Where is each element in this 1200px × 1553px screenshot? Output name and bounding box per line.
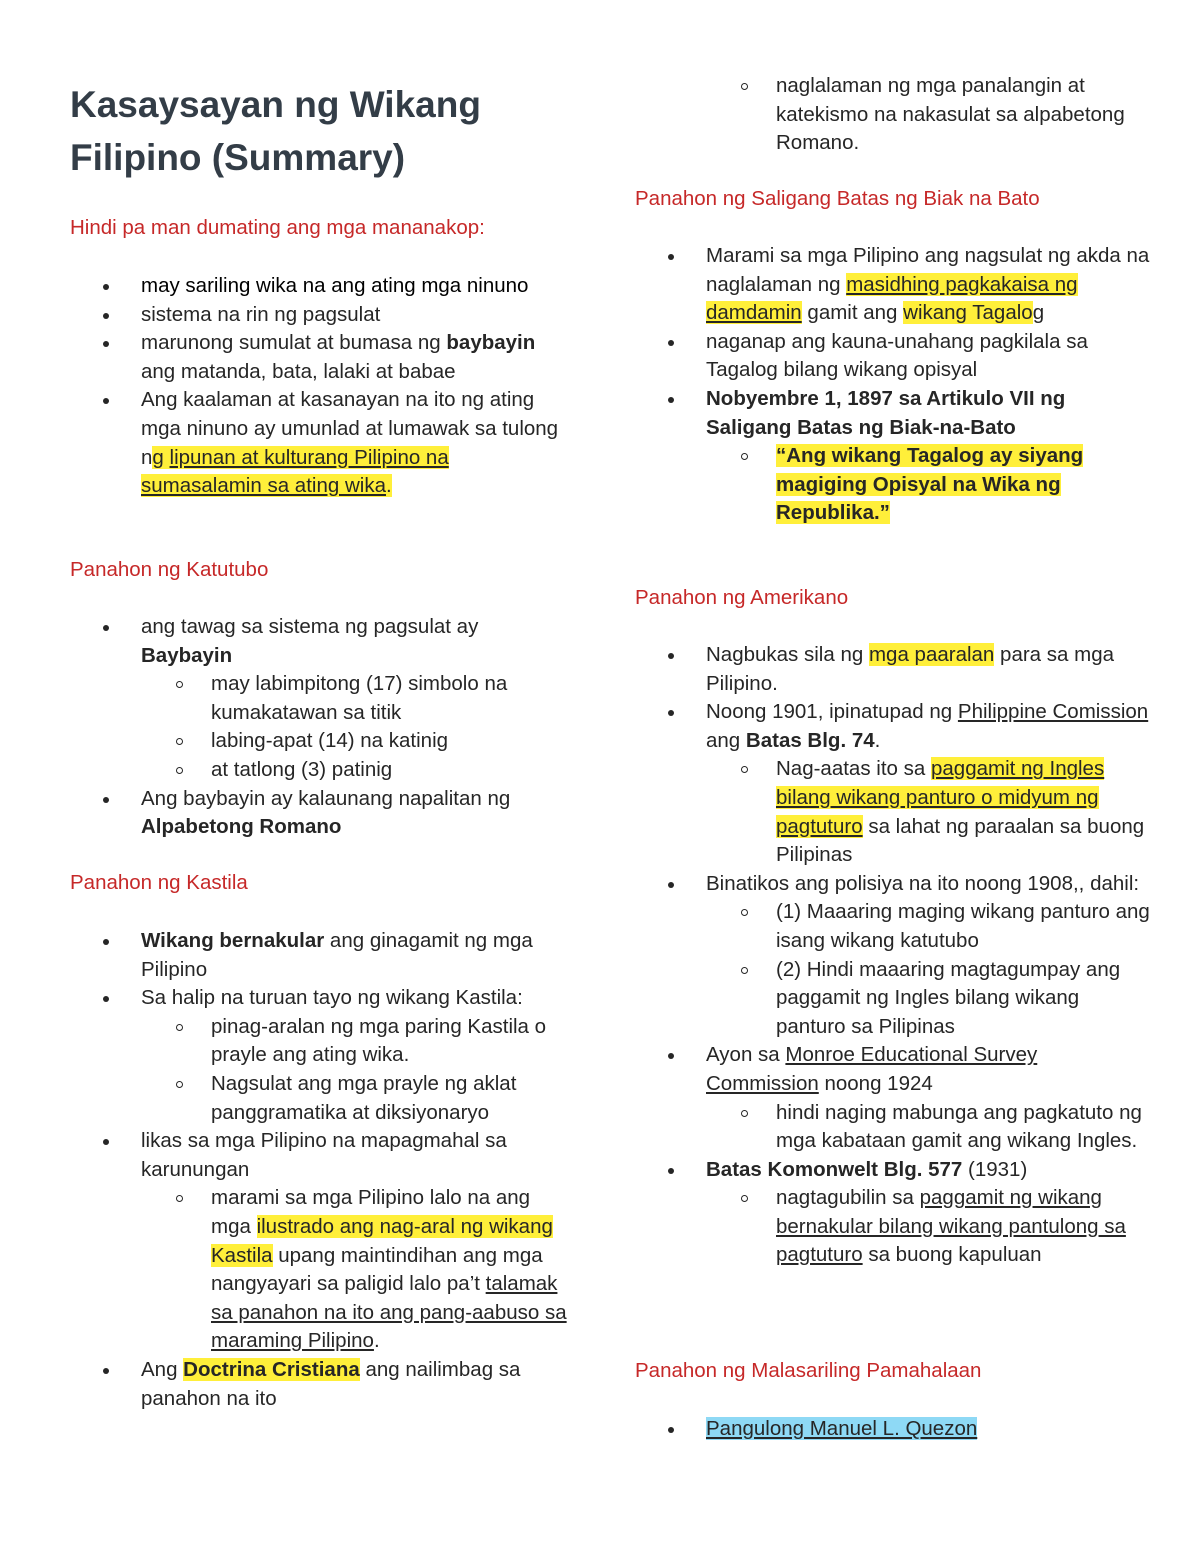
text-run: . xyxy=(373,1329,380,1353)
text-run: . xyxy=(385,474,392,498)
text-run: marami sa mga Pilipino lalo na ang mga xyxy=(211,1186,531,1238)
bullet-circle-icon xyxy=(741,1110,748,1117)
list-item-text xyxy=(706,242,1150,328)
katutubo-list xyxy=(70,613,570,842)
bullet-circle-icon xyxy=(741,453,748,460)
text-run: ang ginagamit ng mga Pilipino xyxy=(141,929,533,981)
biak-na-bato-list xyxy=(635,242,1150,528)
section-heading-pre-colonial: Hindi pa man dumating ang mga mananakop: xyxy=(70,216,485,239)
list-item-text xyxy=(706,385,1150,442)
text-run: labing-apat (14) na katinig xyxy=(211,729,449,753)
section-heading-katutubo: Panahon ng Katutubo xyxy=(70,558,269,581)
list-item-text xyxy=(141,927,570,984)
text-run: (1) Maaaring maging wikang panturo ang isang wikang katutubo xyxy=(776,900,1150,952)
text-run: talamak sa panahon na ito ang pang-aabuso sa maraming Pilipino xyxy=(211,1272,567,1353)
bullet-disc-icon xyxy=(668,1427,674,1433)
list-item xyxy=(635,1156,1150,1185)
list-item xyxy=(70,301,570,330)
list-item-text xyxy=(141,272,570,301)
sub-list-item xyxy=(70,756,570,785)
bullet-circle-icon xyxy=(741,967,748,974)
text-run: Sa halip na turuan tayo ng wikang Kastila: xyxy=(141,986,523,1010)
text-run: masidhing pagkakaisa ng damdamin xyxy=(706,272,1078,325)
text-run: gamit ang xyxy=(801,301,904,325)
text-run: may sariling wika na ang ating mga ninuno xyxy=(141,274,529,297)
text-run: mga paaralan xyxy=(868,643,995,666)
list-item-text xyxy=(141,301,570,330)
bullet-disc-icon xyxy=(668,882,674,888)
list-item-text xyxy=(706,328,1150,385)
text-run: ang tawag sa sistema ng pagsulat ay xyxy=(141,615,479,638)
bullet-circle-icon xyxy=(176,767,183,774)
text-run: ang matanda, bata, lalaki at babae xyxy=(141,359,456,383)
sub-list-item xyxy=(635,755,1150,869)
sub-list-item xyxy=(635,956,1150,1042)
text-run: Batas Komonwelt Blg. 577 xyxy=(706,1157,963,1181)
text-run: pinag-aralan ng mga paring Kastila o prayle ang ating wika. xyxy=(211,1014,547,1067)
text-run: para sa mga Pilipino. xyxy=(706,643,1114,695)
text-run: Pangulong Manuel L. Quezon xyxy=(706,1417,978,1440)
text-run: likas sa mga Pilipino na mapagmahal sa karunungan xyxy=(141,1129,507,1181)
text-run: . xyxy=(874,728,881,752)
list-item-text xyxy=(141,613,570,670)
list-item-text xyxy=(776,1099,1150,1156)
list-item xyxy=(70,386,570,500)
list-item xyxy=(70,785,570,842)
text-run: upang maintindihan ang mga nangyayari sa paligid lalo pa’t xyxy=(211,1243,543,1296)
list-item-text xyxy=(141,984,570,1013)
text-run: paggamit ng wikang bernakular bilang wikang pantulong sa pagtuturo xyxy=(776,1186,1126,1267)
text-run: Monroe Educational Survey Commission xyxy=(706,1043,1038,1095)
bullet-disc-icon xyxy=(103,996,109,1002)
list-item-text xyxy=(141,1356,570,1413)
list-item xyxy=(70,329,570,386)
list-item-text xyxy=(141,329,570,386)
sub-list-item xyxy=(635,442,1150,528)
list-item-text xyxy=(211,727,570,756)
text-run: baybayin xyxy=(446,331,536,355)
text-run: Batas Blg. 74 xyxy=(745,728,875,752)
text-run: (1931) xyxy=(962,1157,1028,1181)
text-run: g xyxy=(1032,301,1045,325)
text-run: “Ang wikang Tagalog ay siyang magiging Opisyal na Wika ng Republika.” xyxy=(776,444,1084,525)
list-item xyxy=(70,984,570,1013)
text-run: may labimpitong (17) simbolo na kumakatawan sa titik xyxy=(211,672,508,724)
list-item xyxy=(70,1127,570,1184)
list-item xyxy=(635,385,1150,442)
text-run: Binatikos ang polisiya na ito noong 1908,, dahil: xyxy=(706,871,1140,895)
text-run: Ang xyxy=(141,1357,184,1381)
bullet-disc-icon xyxy=(103,625,109,631)
section-heading-kastila: Panahon ng Kastila xyxy=(70,871,248,894)
text-run: noong 1924 xyxy=(818,1071,933,1095)
list-item-text xyxy=(706,1156,1150,1185)
text-run: Noong 1901, ipinatupad ng xyxy=(706,700,958,724)
bullet-disc-icon xyxy=(668,710,674,716)
bullet-disc-icon xyxy=(103,1368,109,1374)
list-item-text xyxy=(776,898,1150,955)
kastila-list xyxy=(70,927,570,1413)
sub-list-item xyxy=(635,898,1150,955)
list-item-text xyxy=(706,870,1150,899)
list-item xyxy=(635,1415,1150,1444)
text-run: Wikang bernakular xyxy=(141,929,325,952)
bullet-circle-icon xyxy=(176,738,183,745)
list-item-text xyxy=(211,1184,570,1356)
malasariling-pamahalaan-list xyxy=(635,1415,1150,1444)
text-run: Doctrina Cristiana xyxy=(183,1357,360,1381)
bullet-disc-icon xyxy=(103,939,109,945)
sub-list-item xyxy=(70,1013,570,1070)
list-item-text xyxy=(776,1184,1150,1270)
text-run: sa buong kapuluan xyxy=(862,1243,1042,1267)
list-item-text xyxy=(706,1041,1150,1098)
text-run: Nagsulat ang mga prayle ng aklat panggramatika at diksiyonaryo xyxy=(211,1071,517,1124)
section-heading-amerikano: Panahon ng Amerikano xyxy=(635,586,849,609)
list-item xyxy=(635,641,1150,698)
bullet-circle-icon xyxy=(741,83,748,90)
bullet-disc-icon xyxy=(668,1168,674,1174)
text-run: ang nailimbag sa panahon na ito xyxy=(141,1357,521,1410)
sub-list-item xyxy=(70,670,570,727)
list-item xyxy=(635,1041,1150,1098)
text-run: Nag-aatas ito sa xyxy=(776,757,931,781)
list-item-text xyxy=(776,755,1150,869)
list-item-text xyxy=(776,442,1150,528)
bullet-disc-icon xyxy=(103,341,109,347)
list-item xyxy=(635,870,1150,899)
bullet-disc-icon xyxy=(668,653,674,659)
sub-list-item xyxy=(635,72,1150,158)
text-run: at tatlong (3) patinig xyxy=(211,757,393,781)
bullet-disc-icon xyxy=(103,797,109,803)
bullet-circle-icon xyxy=(176,681,183,688)
bullet-disc-icon xyxy=(103,1139,109,1145)
text-run: Philippine Comission xyxy=(957,700,1149,724)
list-item-text xyxy=(211,1013,570,1070)
section-heading-malasariling-pamahalaan: Panahon ng Malasariling Pamahalaan xyxy=(635,1359,982,1382)
bullet-circle-icon xyxy=(176,1195,183,1202)
bullet-disc-icon xyxy=(103,398,109,404)
text-run: sa lahat ng paraalan sa buong Pilipinas xyxy=(776,814,1145,867)
text-run: nagtagubilin sa xyxy=(776,1186,920,1210)
bullet-circle-icon xyxy=(741,1195,748,1202)
text-run: Ayon sa xyxy=(706,1043,786,1067)
bullet-disc-icon xyxy=(103,313,109,319)
bullet-circle-icon xyxy=(176,1081,183,1088)
list-item-text xyxy=(141,785,570,842)
text-run: ilustrado ang nag-aral ng wikang Kastila xyxy=(211,1214,553,1267)
list-item-text xyxy=(706,698,1150,755)
text-run: marunong sumulat at bumasa ng xyxy=(141,331,447,355)
page-title: Kasaysayan ng Wikang Filipino (Summary) xyxy=(70,84,481,178)
list-item xyxy=(70,1356,570,1413)
list-item-text xyxy=(141,386,570,500)
list-item-text xyxy=(706,641,1150,698)
list-item-text xyxy=(211,1070,570,1127)
text-run: Nobyembre 1, 1897 sa Artikulo VII ng Saligang Batas ng Biak-na-Bato xyxy=(706,386,1066,439)
list-item xyxy=(635,242,1150,328)
text-run: g xyxy=(152,445,170,469)
text-run: Baybayin xyxy=(141,643,233,667)
sub-list-item xyxy=(70,1070,570,1127)
list-item-text xyxy=(211,756,570,785)
bullet-disc-icon xyxy=(103,284,109,290)
kastila-list-continued xyxy=(635,72,1150,158)
list-item-text xyxy=(706,1415,1150,1444)
bullet-circle-icon xyxy=(176,1024,183,1031)
text-run: Nagbukas sila ng xyxy=(706,643,869,666)
bullet-disc-icon xyxy=(668,397,674,403)
bullet-disc-icon xyxy=(668,1053,674,1059)
sub-list-item xyxy=(635,1099,1150,1156)
list-item xyxy=(635,328,1150,385)
list-item xyxy=(70,927,570,984)
text-run: naganap ang kauna-unahang pagkilala sa Tagalog bilang wikang opisyal xyxy=(706,329,1088,382)
sub-list-item xyxy=(70,727,570,756)
list-item xyxy=(70,613,570,670)
section-heading-biak-na-bato: Panahon ng Saligang Batas ng Biak na Bato xyxy=(635,187,1040,210)
text-run: Marami sa mga Pilipino ang nagsulat ng akda na naglalaman ng xyxy=(706,244,1150,296)
text-run: ang xyxy=(706,728,746,752)
text-run: hindi naging mabunga ang pagkatuto ng mga kabataan gamit ang wikang Ingles. xyxy=(776,1100,1142,1153)
text-run: wikang Tagalo xyxy=(903,301,1033,325)
list-item-text xyxy=(776,956,1150,1042)
pre-colonial-list xyxy=(70,272,570,501)
text-run: Ang kaalaman at kasanayan na ito ng ating mga ninuno ay umunlad at lumawak sa tulong n xyxy=(141,388,559,469)
bullet-circle-icon xyxy=(741,909,748,916)
text-run: Ang baybayin ay kalaunang napalitan ng xyxy=(141,786,511,810)
bullet-circle-icon xyxy=(741,766,748,773)
text-run: naglalaman ng mga panalangin at katekismo na nakasulat sa alpabetong Romano. xyxy=(776,74,1125,155)
text-run: Alpabetong Romano xyxy=(141,815,342,839)
text-run: sistema na rin ng pagsulat xyxy=(141,302,381,326)
bullet-disc-icon xyxy=(668,340,674,346)
list-item-text xyxy=(141,1127,570,1184)
list-item xyxy=(70,272,570,301)
bullet-disc-icon xyxy=(668,254,674,260)
text-run: paggamit ng Ingles bilang wikang panturo o midyum ng pagtuturo xyxy=(776,757,1105,838)
text-run: (2) Hindi maaaring magtagumpay ang paggamit ng Ingles bilang wikang panturo sa Pilipinas xyxy=(776,957,1121,1038)
list-item xyxy=(635,698,1150,755)
list-item-text xyxy=(211,670,570,727)
list-item-text xyxy=(776,72,1150,158)
amerikano-list xyxy=(635,641,1150,1270)
sub-list-item xyxy=(70,1184,570,1356)
sub-list-item xyxy=(635,1184,1150,1270)
text-run: lipunan at kulturang Pilipino na sumasalamin sa ating wika xyxy=(141,445,449,498)
